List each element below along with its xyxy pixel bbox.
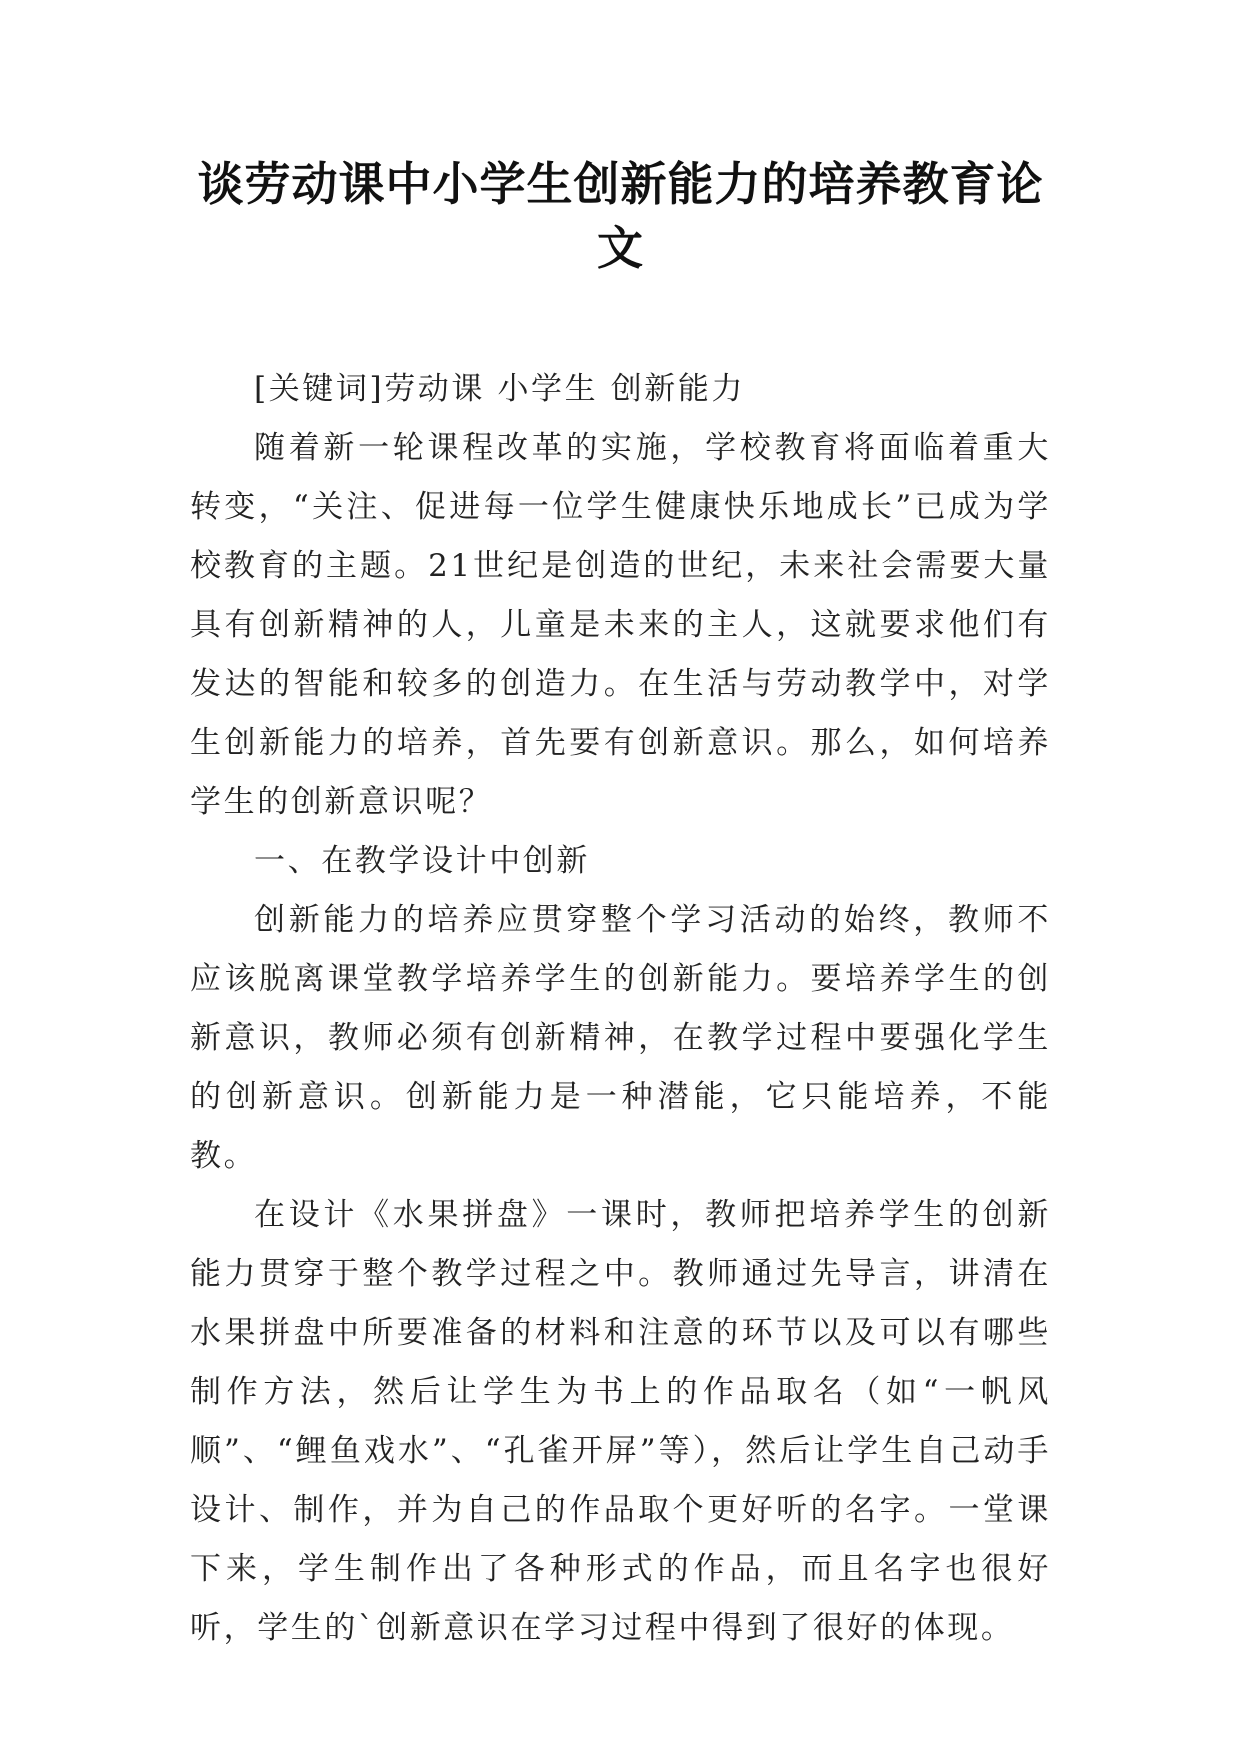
paragraph-example: 在设计《水果拼盘》一课时，教师把培养学生的创新能力贯穿于整个教学过程之中。教师通过先导言，讲清在水果拼盘中所要准备的材料和注意的环节以及可以有哪些制作方法，然后让学生为书上的作品取名（如“一帆风顺”、“鲤鱼戏水”、“孔雀开屏”等），然后让学生自己动手设计、制作，并为自己的作品取个更好听的名字。一堂课下来，学生制作出了各种形式的作品，而且名字也很好听，学生的`创新意识在学习过程中得到了很好的体现。 xyxy=(190,1197,1051,1646)
paragraph-intro: 随着新一轮课程改革的实施，学校教育将面临着重大转变，“关注、促进每一位学生健康快乐地成长”已成为学校教育的主题。21世纪是创造的世纪，未来社会需要大量具有创新精神的人，儿童是未来的主人，这就要求他们有发达的智能和较多的创造力。在生活与劳动教学中，对学生创新能力的培养，首先要有创新意识。那么，如何培养学生的创新意识呢？ xyxy=(190,430,1051,820)
keywords-line: [关键词]劳动课 小学生 创新能力 xyxy=(254,371,746,407)
title-line-2: 文 xyxy=(597,221,644,275)
document-title xyxy=(190,152,1051,280)
section-heading-1: 一、在教学设计中创新 xyxy=(254,843,590,879)
document-body xyxy=(190,360,1051,1658)
title-line-1: 谈劳动课中小学生创新能力的培养教育论 xyxy=(197,157,1044,211)
paragraph-section-1: 创新能力的培养应贯穿整个学习活动的始终，教师不应该脱离课堂教学培养学生的创新能力。要培养学生的创新意识，教师必须有创新精神，在教学过程中要强化学生的创新意识。创新能力是一种潜能，它只能培养，不能教。 xyxy=(190,902,1051,1174)
